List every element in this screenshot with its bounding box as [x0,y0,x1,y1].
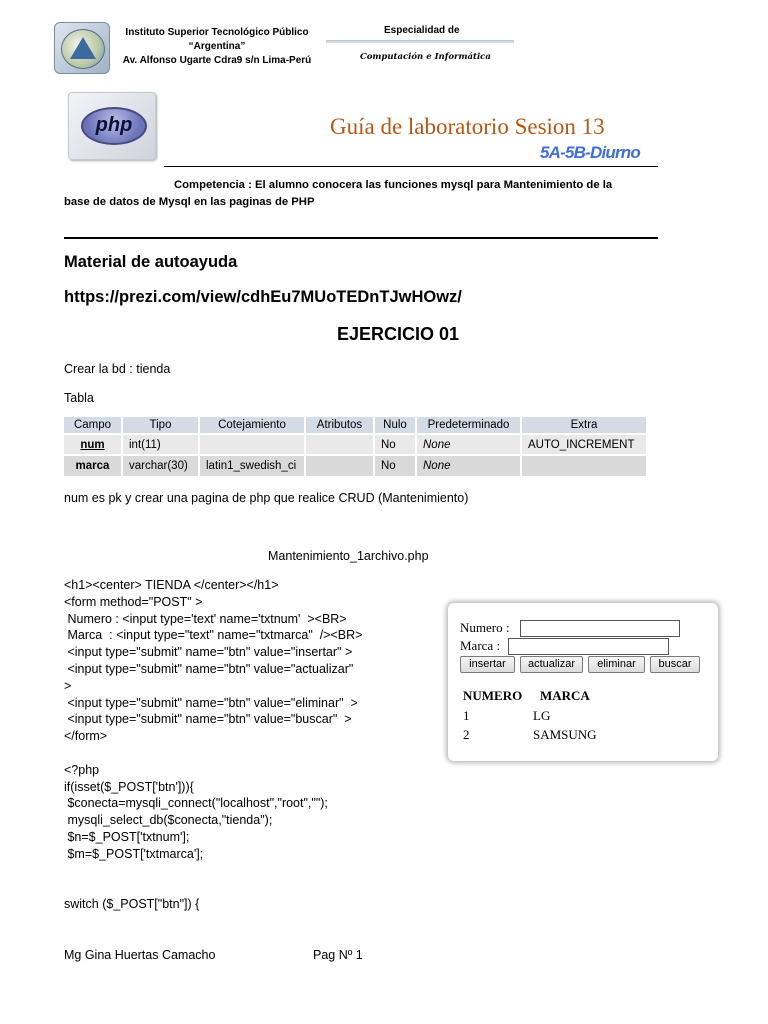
code-line: <input type="submit" name="btn" value="insertar" > [64,645,353,660]
eliminar-button[interactable]: eliminar [588,656,645,673]
cell-null: No [374,434,416,455]
row-1-numero: 1 [463,708,470,723]
cell-collation: latin1_swedish_ci [199,455,305,476]
footer-page: Pag Nº 1 [313,948,363,962]
cell-extra: AUTO_INCREMENT [521,434,647,455]
code-listing [64,577,362,913]
code-line: mysqli_select_db($conecta,"tienda"); [64,813,273,828]
marca-label: Marca : [460,638,501,653]
cell-collation [199,434,305,455]
code-line: <h1><center> TIENDA </center></h1> [64,578,279,592]
insertar-button[interactable]: insertar [460,656,515,673]
section-divider [64,237,658,239]
competencia-text [64,177,664,211]
cell-default: None [416,434,521,455]
row-1-marca: LG [533,708,551,723]
footer-author: Mg Gina Huertas Camacho [64,948,216,962]
code-line: Marca : <input type="text" name="txtmarca" /><BR> [64,628,363,643]
exercise-title: EJERCICIO 01 [336,324,460,344]
create-db-text: Crear la bd : tienda [64,362,171,376]
cell-type: varchar(30) [122,455,199,476]
cell-extra [521,455,647,476]
cell-null: No [374,455,416,476]
col-nulo: Nulo [374,417,416,434]
buscar-button[interactable]: buscar [650,656,700,673]
material-url[interactable]: https://prezi.com/view/cdhEu7MUoTEDnTJwHOwz/ [64,288,462,306]
specialty-divider [326,40,514,43]
code-line: $m=$_POST['txtmarca']; [64,846,204,861]
title-divider [164,166,658,167]
php-logo-text: php [95,114,133,136]
col-tipo: Tipo [122,417,199,434]
code-line: <form method="POST" > [64,594,203,609]
table-label: Tabla [64,391,94,405]
col-atributos: Atributos [305,417,374,434]
php-filename: Mantenimiento_1archivo.php [268,549,429,563]
col-predeterminado: Predeterminado [416,417,521,434]
code-line: <input type="submit" name="btn" value="buscar" > [64,712,352,727]
code-line: $n=$_POST['txtnum']; [64,829,190,844]
code-line: $conecta=mysqli_connect("localhost","root",""); [64,796,328,811]
code-line [64,745,362,762]
institute-name: Instituto Superior Tecnológico Público [125,27,309,38]
guide-title: Guía de laboratorio Sesion 13 [330,114,605,139]
code-line: <?php [64,762,100,777]
exercise-description: num es pk y crear una pagina de php que realice CRUD (Mantenimiento) [64,491,469,505]
institute-subname: “Argentina” [188,41,246,52]
actualizar-button[interactable]: actualizar [520,656,583,673]
row-2-marca: SAMSUNG [533,727,597,742]
form-preview [448,603,718,761]
table-row [64,434,647,455]
code-line: <input type="submit" name="btn" value="eliminar" > [64,695,358,710]
row-2-numero: 2 [463,727,470,742]
cell-attributes [305,455,374,476]
competencia-line-2: base de datos de Mysql en las paginas de PHP [64,196,315,208]
code-line: switch ($_POST["btn"]) { [64,897,200,912]
db-structure-table [64,417,648,476]
table-row [64,455,647,476]
cell-field: marca [64,455,122,476]
table-header-row [64,417,647,434]
code-line: > [64,678,72,693]
numero-label: Numero : [460,620,510,635]
numero-header: NUMERO [463,688,523,703]
code-line [64,863,362,880]
code-line: Numero : <input type='text' name='txtnum' ><BR> [64,611,347,626]
cell-type: int(11) [122,434,199,455]
col-campo: Campo [64,417,122,434]
php-logo [68,92,156,160]
code-line: <input type="submit" name="btn" value="actualizar" [64,661,354,676]
specialty-name: Computación e Informática [360,52,491,62]
code-line: if(isset($_POST['btn'])){ [64,779,194,794]
specialty-label: Especialidad de [384,25,460,36]
cell-default: None [416,455,521,476]
competencia-line-1: Competencia : El alumno conocera las funciones mysql para Mantenimiento de la [174,179,613,191]
material-heading: Material de autoayuda [64,253,238,271]
marca-header: MARCA [540,688,590,703]
cell-field: num [64,434,122,455]
col-extra: Extra [521,417,647,434]
numero-input[interactable] [520,620,680,637]
code-line: </form> [64,729,108,744]
cell-attributes [305,434,374,455]
marca-input[interactable] [508,638,669,655]
col-cotejamiento: Cotejamiento [199,417,305,434]
institute-address: Av. Alfonso Ugarte Cdra9 s/n Lima-Perú [122,55,312,66]
code-line [64,879,362,896]
institute-logo [54,22,110,74]
institute-info [112,26,322,68]
guide-subtitle: 5A-5B-Diurno [540,143,640,162]
